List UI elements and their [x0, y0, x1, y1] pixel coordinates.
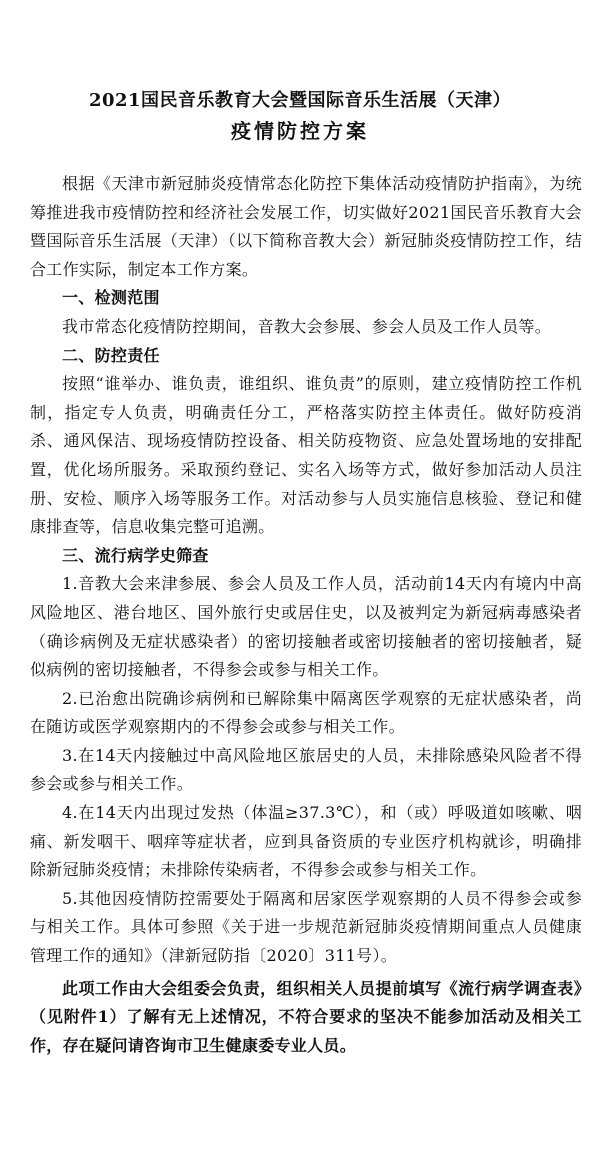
document-title-line1: 2021国民音乐教育大会暨国际音乐生活展（天津）: [88, 90, 512, 111]
screening-item-2: 2.已治愈出院确诊病例和已解除集中隔离医学观察的无症状感染者，尚在随访或医学观察期内的不得参会或参与相关工作。: [30, 688, 582, 737]
screening-item-1: 1.音教大会来津参展、参会人员及工作人员，活动前14天内有境内中高风险地区、港台地区、国外旅行史或居住史，以及被判定为新冠病毒感染者（确诊病例及无症状感染者）的密切接触者或密切接触者的密切接触者，疑似病例的密切接触者，不得参会或参与相关工作。: [30, 574, 582, 680]
screening-item-3: 3.在14天内接触过中高风险地区旅居史的人员，未排除感染风险者不得参会或参与相关工作。: [30, 745, 582, 794]
section-heading-responsibility: 二、防控责任: [62, 345, 160, 365]
document-title-line2: 疫情防控方案: [231, 119, 369, 143]
screening-item-5: 5.其他因疫情防控需要处于隔离和居家医学观察期的人员不得参会或参与相关工作。具体可参照《关于进一步规范新冠肺炎疫情期间重点人员健康管理工作的通知》（津新冠防指〔2020〕311号）。: [30, 888, 582, 966]
screening-closing-paragraph: 此项工作由大会组委会负责，组织相关人员提前填写《流行病学调查表》（见附件1）了解有无上述情况，不符合要求的坚决不能参加活动及相关工作，存在疑问请咨询市卫生健康委专业人员。: [30, 978, 582, 1055]
section-heading-screening: 三、流行病学史筛查: [62, 545, 209, 565]
intro-paragraph: 根据《天津市新冠肺炎疫情常态化防控下集体活动疫情防护指南》，为统筹推进我市疫情防控和经济社会发展工作，切实做好2021国民音乐教育大会暨国际音乐生活展（天津）（以下简称音教大会）新冠肺炎疫情防控工作，结合工作实际，制定本工作方案。: [30, 174, 582, 279]
document-body: [30, 170, 582, 1060]
scope-paragraph: 我市常态化疫情防控期间，音教大会参展、参会人员及工作人员等。: [62, 316, 552, 336]
responsibility-paragraph: 按照“谁举办、谁负责，谁组织、谁负责”的原则，建立疫情防控工作机制，指定专人负责，明确责任分工，严格落实防控主体责任。做好防疫消杀、通风保洁、现场疫情防控设备、相关防疫物资、应急处置场地的安排配置，优化场所服务。采取预约登记、实名入场等方式，做好参加活动人员注册、安检、顺序入场等服务工作。对活动参与人员实施信息核验、登记和健康排查等，信息收集完整可追溯。: [30, 374, 582, 537]
section-heading-scope: 一、检测范围: [62, 288, 160, 308]
screening-item-4: 4.在14天内出现过发热（体温≥37.3℃），和（或）呼吸道如咳嗽、咽痛、新发咽干、咽痒等症状者，应到具备资质的专业医疗机构就诊，明确排除新冠肺炎疫情；未排除传染病者，不得参会或参与相关工作。: [30, 803, 582, 880]
